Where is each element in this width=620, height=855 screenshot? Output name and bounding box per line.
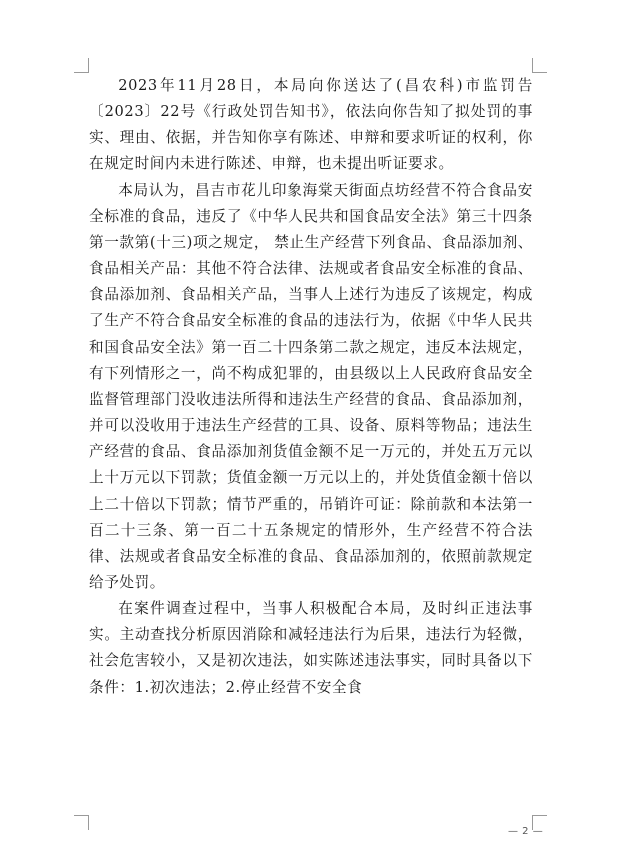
paragraph-notice-delivery: 2023年11月28日，本局向你送达了(昌农科)市监罚告〔2023〕22号《行政处罚告知书》，依法向你告知了拟处罚的事实、理由、依据，并告知你享有陈述、申辩和要求听证的权利，你在规定时间内未进行陈述、申辩，也未提出听证要求。 [89, 77, 533, 173]
crop-mark-bottom-left [74, 815, 89, 830]
crop-mark-top-left [74, 58, 89, 73]
crop-mark-top-right [532, 58, 547, 73]
document-body [89, 73, 533, 701]
paragraph-violation-finding: 本局认为，昌吉市花儿印象海棠天街面点坊经营不符合食品安全标准的食品，违反了《中华人民共和国食品安全法》第三十四条第一款第(十三)项之规定， 禁止生产经营下列食品、食品添加剂、食品相关产品：其他不符合法律、法规或者食品安全标准的食品、食品添加剂、食品相关产品，当事人上述行为违反了该规定，构成了生产不符合食品安全标准的食品的违法行为，依据《中华人民共和国食品安全法》第一百二十四条第二款之规定，违反本法规定，有下列情形之一，尚不构成犯罪的，由县级以上人民政府食品安全监督管理部门没收违法所得和违法生产经营的食品、食品添加剂，并可以没收用于违法生产经营的工具、设备、原料等物品；违法生产经营的食品、食品添加剂货值金额不足一万元的，并处五万元以上十万元以下罚款；货值金额一万元以上的，并处货值金额十倍以上二十倍以下罚款；情节严重的，吊销许可证：除前款和本法第一百二十三条、第一百二十五条规定的情形外，生产经营不符合法律、法规或者食品安全标准的食品、食品添加剂的，依照前款规定给予处罚。 [89, 181, 533, 591]
page-number: — 2 — [508, 826, 544, 837]
paragraph-investigation: 在案件调查过程中，当事人积极配合本局，及时纠正违法事实。主动查找分析原因消除和减轻违法行为后果，违法行为轻微，社会危害较小，又是初次违法，如实陈述违法事实，同时具备以下条件：1.初次违法；2.停止经营不安全食 [89, 600, 533, 696]
